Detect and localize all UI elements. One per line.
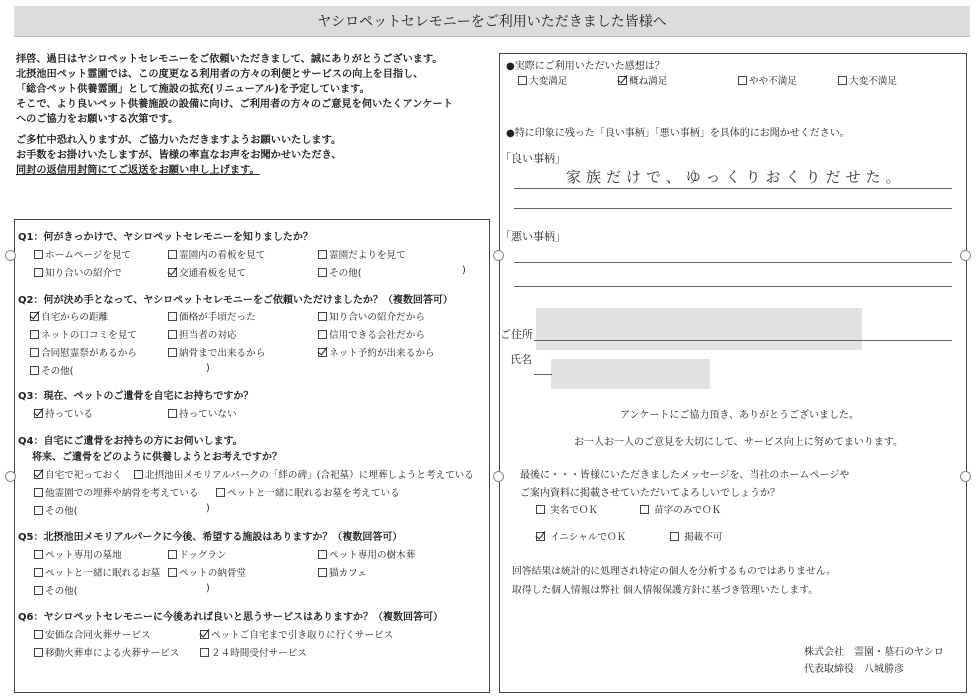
q1-option[interactable]: 知り合いの紹介で [34,265,122,279]
q3-question: Q3：現在、ペットのご遺骨を自宅にお持ちですか？ [18,391,254,402]
checkmark-icon [318,348,327,357]
q2-question: Q2：何が決め手となって、ヤシロペットセレモニーをご依頼いただけましたか？（複数回答可） [18,295,453,306]
answer-line [514,188,952,189]
binder-hole-icon [493,471,504,482]
q1-option[interactable]: ホームページを見て [34,247,131,261]
greeting-line: 「総合ペット供養霊園」として施設の拡充(リニューアル)を予定しています。 [16,84,370,95]
checkmark-icon [34,409,43,418]
close-paren: ) [206,583,210,594]
binder-hole-icon [960,471,971,482]
checkbox-icon [318,330,327,339]
greeting-line: ご多忙中恐れ入りますが、ご協力いただきますようお願いいたします。 [16,135,342,146]
page-title: ヤシロペットセレモニーをご利用いただきました皆様へ [14,6,970,37]
q1-option[interactable]: 霊園だよりを見て [318,247,406,261]
checkbox-icon [318,568,327,577]
checkbox-icon [168,409,177,418]
checkbox-icon [34,568,43,577]
q2-option[interactable]: ネットの口コミを見て [30,327,137,341]
checkmark-icon [34,470,43,479]
q4-option[interactable]: 北摂池田メモリアルパークの「絆の碑」(合祀墓）に埋葬しようと考えている [134,467,474,481]
answer-line [514,286,952,287]
q3-option[interactable]: 持っている [34,406,93,420]
checkbox-icon [134,470,143,479]
q2-option[interactable]: その他( [30,363,74,377]
checkbox-icon [168,568,177,577]
checkmark-icon [30,312,39,321]
greeting-underline-line: 同封の返信用封筒にてご返送をお願い申し上げます。 [16,165,260,176]
checkbox-icon [34,630,43,639]
q2-option[interactable]: 知り合いの紹介だから [318,309,425,323]
greeting-line: お手数をお掛けいたしますが、皆様の率直なお声をお聞かせいただき、 [16,150,342,161]
publish-option[interactable]: イニシャルでＯＫ [536,529,626,543]
answer-line [514,208,952,209]
greeting-line: 北摂池田ペット霊園では、この度更なる利用者の方々の利便とサービスの向上を目指し、 [16,69,424,80]
checkbox-icon [318,312,327,321]
note-line-2: 取得した個人情報は弊社 個人情報保護方針に基づき管理いたします。 [512,585,819,596]
checkmark-icon [618,76,627,85]
q6-option[interactable]: ペットご自宅まで引き取りに行くサービス [200,627,393,641]
address-label: ご住所 [500,328,533,341]
checkbox-icon [34,648,43,657]
q6-option[interactable]: ２４時間受付サービス [200,645,307,659]
checkbox-icon [168,348,177,357]
checkbox-icon [216,488,225,497]
close-paren: ) [206,363,210,374]
publish-option[interactable]: 実名でＯＫ [536,502,598,516]
thanks-line-1: アンケートにご協力頂き、ありがとうございました。 [620,410,859,421]
redacted-name [551,359,710,389]
impression-option[interactable]: やや不満足 [738,73,797,87]
q4-question: Q4：自宅にご遺骨をお持ちの方にお伺いします。 [18,436,243,447]
checkbox-icon [838,76,847,85]
q5-option[interactable]: ペットの納骨堂 [168,565,246,579]
bad-label: 「悪い事柄」 [500,230,566,243]
checkbox-icon [34,488,43,497]
q2-option[interactable]: 合同慰霊祭があるから [30,345,137,359]
greeting-block [16,52,453,178]
answer-line [514,262,952,263]
checkbox-icon [670,532,679,541]
q2-option[interactable]: 納骨まで出来るから [168,345,265,359]
binder-hole-icon [5,250,16,261]
q4-option[interactable]: 他霊園での埋葬や納骨を考えている [34,485,199,499]
publish-option[interactable]: 苗字のみでＯＫ [640,502,721,516]
impression-option[interactable]: 大変満足 [518,73,567,87]
binder-hole-icon [493,250,504,261]
q3-option[interactable]: 持っていない [168,406,237,420]
checkbox-icon [168,312,177,321]
q1-option[interactable]: 霊園内の看板を見て [168,247,265,261]
impression-question: ●実際にご利用いただいた感想は？ [506,61,665,72]
checkbox-icon [168,330,177,339]
checkmark-icon [168,268,177,277]
checkbox-icon [318,268,327,277]
good-label: 「良い事柄」 [500,152,566,165]
close-paren: ) [206,503,210,514]
q1-option[interactable]: 交通看板を見て [168,265,246,279]
q5-option[interactable]: ペット専用の樹木葬 [318,547,415,561]
checkmark-icon [200,630,209,639]
checkbox-icon [34,550,43,559]
company-name: 株式会社 霊園・墓石のヤシロ [804,647,944,658]
q5-question: Q5：北摂池田メモリアルパークに今後、希望する施設はありますか？（複数回答可） [18,532,403,543]
q6-question: Q6：ヤシロペットセレモニーに今後あれば良いと思うサービスはありますか？（複数回答可） [18,612,444,623]
checkbox-icon [536,505,545,514]
ceo-name: 代表取締役 八城勝彦 [804,664,904,675]
checkbox-icon [34,586,43,595]
publish-question-1: 最後に・・・皆様にいただきましたメッセージを、当社のホームページや [520,470,850,481]
checkbox-icon [738,76,747,85]
binder-hole-icon [960,250,971,261]
q1-option[interactable]: その他( [318,265,362,279]
q5-option[interactable]: ドッグラン [168,547,227,561]
publish-question-2: ご案内資料に掲載させていただいてよろしいでしょうか？ [520,488,780,499]
answer-line [534,340,952,341]
checkbox-icon [200,648,209,657]
checkbox-icon [30,330,39,339]
q4-question-2: 将来、ご遺骨をどのように供養しようとお考えですか？ [32,452,282,463]
q2-option[interactable]: 価格が手頃だった [168,309,256,323]
checkbox-icon [318,250,327,259]
good-handwritten-text: 家族だけで、ゆっくりおくりだせた。 [566,168,906,186]
checkbox-icon [318,550,327,559]
name-label: 氏名 [510,353,532,366]
q5-option[interactable]: その他( [34,583,78,597]
greeting-line: そこで、より良いペット供養施設の設備に向け、ご利用者の方々のご意見を伺いたくアンケート [16,99,453,110]
q5-option[interactable]: ペットと一緒に眠れるお墓 [34,565,160,579]
q4-option[interactable]: ペットと一緒に眠れるお墓を考えている [216,485,400,499]
impression-option[interactable]: 概ね満足 [618,73,667,87]
q6-option[interactable]: 安価な合同火葬サービス [34,627,151,641]
checkbox-icon [168,250,177,259]
checkbox-icon [168,550,177,559]
impression-option[interactable]: 大変不満足 [838,73,897,87]
checkmark-icon [536,532,545,541]
q1-question: Q1：何がきっかけで、ヤシロペットセレモニーを知りましたか？ [18,232,313,243]
greeting-line: 拝啓、過日はヤシロペットセレモニーをご依頼いただきまして、誠にありがとうございます。 [16,54,443,65]
q4-option[interactable]: その他( [34,503,78,517]
checkbox-icon [518,76,527,85]
close-paren: ) [462,265,466,276]
q2-option[interactable]: ネット予約が出来るから [318,345,435,359]
checkbox-icon [30,366,39,375]
matters-question: ●特に印象に残った「良い事柄」「悪い事柄」を具体的にお聞かせください。 [506,128,850,139]
q5-option[interactable]: ペット専用の墓地 [34,547,122,561]
binder-hole-icon [5,471,16,482]
q4-option[interactable]: 自宅で祀っておく [34,467,122,481]
answer-line [534,374,552,375]
greeting-line: へのご協力をお願いする次第です。 [16,114,179,125]
q2-option[interactable]: 信用できる会社だから [318,327,425,341]
q2-option[interactable]: 担当者の対応 [168,327,237,341]
checkbox-icon [34,250,43,259]
redacted-address [536,308,862,350]
checkbox-icon [640,505,649,514]
checkbox-icon [30,348,39,357]
thanks-line-2: お一人お一人のご意見を大切にして、サービス向上に努めてまいります。 [574,437,903,448]
q6-option[interactable]: 移動火葬車による火葬サービス [34,645,179,659]
q2-option[interactable]: 自宅からの距離 [30,309,108,323]
publish-option[interactable]: 掲載不可 [670,529,722,543]
note-line-1: 回答結果は統計的に処理され特定の個人を分析するものではありません。 [512,566,836,577]
checkbox-icon [34,506,43,515]
checkbox-icon [34,268,43,277]
q5-option[interactable]: 猫カフェ [318,565,367,579]
